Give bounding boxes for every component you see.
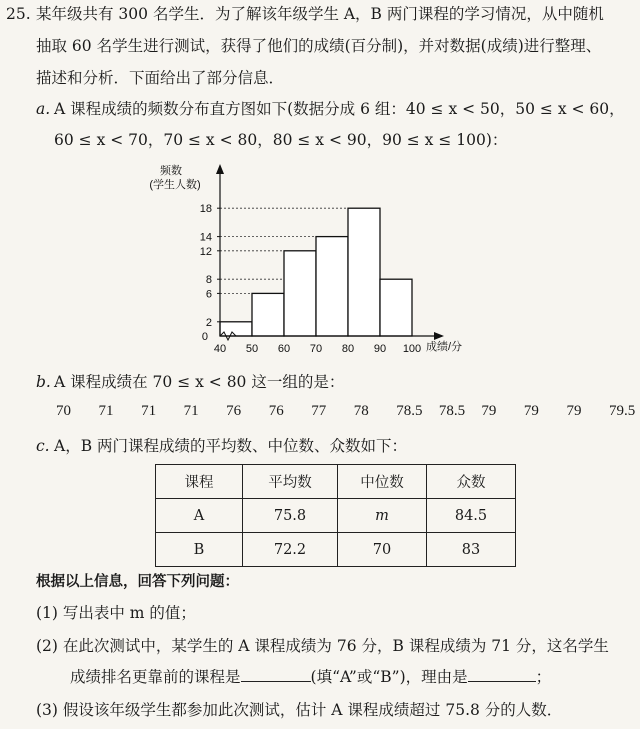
answer-blank-course[interactable] [241, 667, 311, 682]
part-b-label: b. [36, 373, 51, 391]
y-tick-label: 18 [199, 203, 212, 216]
value-item: 71 [183, 403, 199, 419]
y-tick-label: 12 [199, 245, 212, 258]
y-tick-label: 2 [205, 316, 212, 329]
part-c-label: c. [36, 437, 50, 455]
x-tick-label: 70 [309, 343, 323, 355]
y-axis-label: 频数 [160, 165, 182, 177]
value-item: 77 [311, 403, 327, 419]
part-b-values [0, 403, 640, 425]
value-item: 71 [98, 403, 114, 419]
value-item: 79 [523, 403, 539, 419]
question-2-line-1: (2) 在此次测试中，某学生的 A 课程成绩为 76 分，B 课程成绩为 71 分，这名学生 [36, 637, 609, 655]
table-cell: 83 [427, 533, 516, 567]
histogram-chart [135, 160, 495, 360]
x-axis-arrow [434, 332, 444, 340]
table-cell: 70 [338, 533, 427, 567]
intro-line-2: 抽取 60 名学生进行测试，获得了他们的成绩(百分制)，并对数据(成绩)进行整理、 [36, 37, 602, 55]
y-axis-label-sub: (学生人数) [149, 179, 201, 191]
table-row [156, 499, 516, 533]
header-mean: 平均数 [243, 465, 338, 499]
question-2-text-c: ； [535, 668, 552, 686]
value-item: 76 [226, 403, 242, 419]
histogram-bar [380, 279, 412, 336]
value-item: 78.5 [438, 403, 466, 419]
table-header-row [156, 465, 516, 499]
table-cell: 72.2 [243, 533, 338, 567]
header-median: 中位数 [338, 465, 427, 499]
origin-label: 0 [201, 331, 208, 343]
value-item: 70 [56, 403, 71, 419]
part-a-line-1: A 课程成绩的频数分布直方图如下(数据分成 6 组：40 ≤ x < 50，50 ≤ x < 60， [54, 100, 625, 118]
part-c-text: A，B 两门课程成绩的平均数、中位数、众数如下： [54, 437, 408, 455]
y-axis-arrow [216, 164, 224, 174]
x-tick-label: 40 [213, 343, 227, 355]
intro-line-1: 某年级共有 300 名学生．为了解该年级学生 A，B 两门课程的学习情况，从中随机 [36, 5, 604, 23]
x-axis-label: 成绩/分 [426, 341, 463, 353]
part-a-label: a. [36, 100, 51, 118]
y-tick-label: 14 [199, 231, 212, 244]
table-cell: A [156, 499, 243, 533]
x-tick-label: 50 [245, 343, 259, 355]
histogram-bar [348, 208, 380, 336]
y-tick-label: 6 [205, 288, 212, 301]
value-item: 71 [141, 403, 157, 419]
x-tick-label: 90 [373, 343, 387, 355]
y-tick-label: 8 [205, 274, 212, 287]
question-2-text-a: 成绩排名更靠前的课程是 [70, 668, 241, 686]
value-item: 79 [481, 403, 497, 419]
value-item: 76 [268, 403, 284, 419]
questions-heading: 根据以上信息，回答下列问题： [36, 574, 239, 590]
question-1: (1) 写出表中 m 的值； [36, 604, 196, 622]
histogram-bar [316, 237, 348, 336]
table-cell: m [338, 499, 427, 533]
value-item: 78.5 [396, 403, 423, 419]
value-item: 79 [566, 403, 582, 419]
answer-blank-reason[interactable] [468, 667, 536, 682]
part-a-line-2: 60 ≤ x < 70，70 ≤ x < 80，80 ≤ x < 90，90 ≤ x ≤ 100)： [54, 131, 508, 149]
x-tick-label: 60 [277, 343, 291, 355]
histogram-bar [252, 293, 284, 336]
question-2-line-2 [70, 667, 551, 687]
table-cell: B [156, 533, 243, 567]
x-tick-label: 100 [402, 343, 422, 355]
table-row [156, 533, 516, 567]
question-number: 25. [6, 5, 31, 23]
header-course: 课程 [156, 465, 243, 499]
value-item: 78 [353, 403, 369, 419]
intro-line-3: 描述和分析．下面给出了部分信息． [36, 69, 285, 87]
question-2-text-b: (填“A”或“B”)，理由是 [310, 668, 468, 686]
value-item: 79.5 [609, 403, 636, 419]
part-b-text: A 课程成绩在 70 ≤ x < 80 这一组的是： [54, 373, 345, 391]
question-3: (3) 假设该年级学生都参加此次测试，估计 A 课程成绩超过 75.8 分的人数． [36, 701, 563, 719]
stats-table [155, 464, 516, 567]
table-cell: 84.5 [427, 499, 516, 533]
header-mode: 众数 [427, 465, 516, 499]
histogram-bar [284, 251, 316, 336]
x-tick-label: 80 [341, 343, 355, 355]
table-cell: 75.8 [243, 499, 338, 533]
